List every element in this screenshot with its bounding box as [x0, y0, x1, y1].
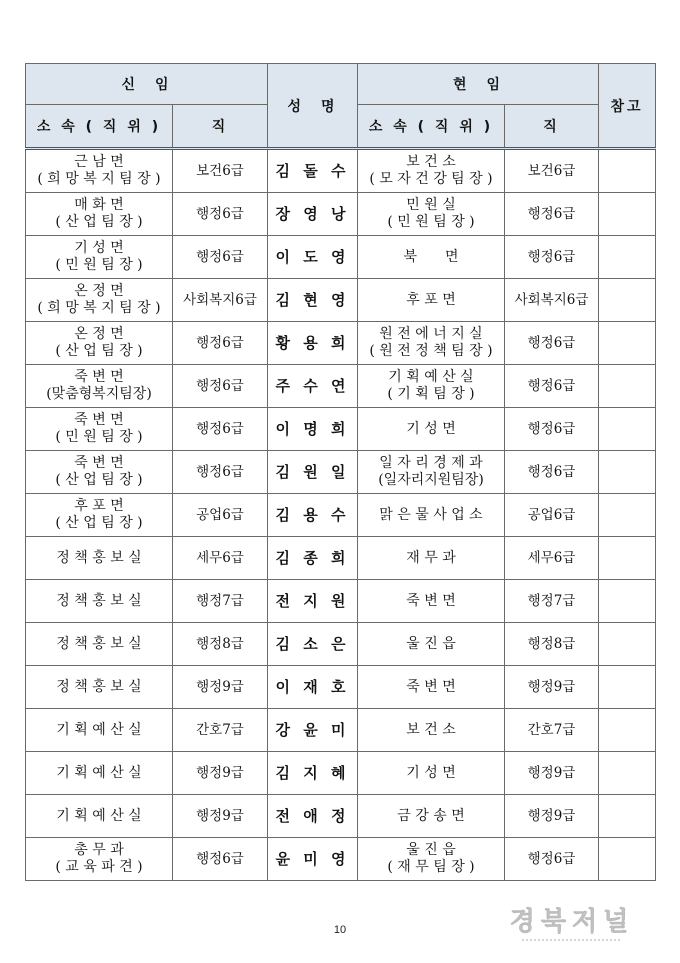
employee-name: 이 도 영 [268, 236, 358, 279]
table-row [26, 795, 656, 838]
new-position: ( 산 업 팀 장 ) [55, 472, 143, 488]
new-rank-cell: 행정6급 [173, 408, 268, 451]
employee-name: 윤 미 영 [268, 838, 358, 881]
new-department: 기 획 예 산 실 [56, 764, 142, 781]
current-affiliation-cell [358, 149, 505, 193]
current-rank-cell: 행정8급 [505, 623, 599, 666]
header-remarks: 참고 [599, 64, 656, 149]
header-new-affiliation: 소 속 ( 직 위 ) [26, 105, 173, 149]
new-position: ( 희 망 복 지 팀 장 ) [37, 300, 161, 316]
new-affiliation-cell [26, 494, 173, 537]
table-row [26, 666, 656, 709]
remarks-cell [599, 365, 656, 408]
current-position: ( 민 원 팀 장 ) [387, 214, 475, 230]
new-rank-cell: 행정9급 [173, 666, 268, 709]
employee-name: 주 수 연 [268, 365, 358, 408]
new-rank-cell: 행정7급 [173, 580, 268, 623]
employee-name: 김 원 일 [268, 451, 358, 494]
employee-name: 전 지 원 [268, 580, 358, 623]
table-row [26, 623, 656, 666]
table-row [26, 537, 656, 580]
employee-name: 김 소 은 [268, 623, 358, 666]
new-position: ( 산 업 팀 장 ) [55, 214, 143, 230]
current-department: 일 자 리 경 제 과 [379, 455, 483, 471]
current-rank-cell: 행정9급 [505, 752, 599, 795]
current-department: 재 무 과 [406, 549, 456, 566]
employee-name: 황 용 희 [268, 322, 358, 365]
current-affiliation-cell [358, 322, 505, 365]
new-department: 죽 변 면 [74, 369, 124, 385]
current-affiliation-cell [358, 537, 505, 580]
new-rank-cell: 행정9급 [173, 752, 268, 795]
remarks-cell [599, 408, 656, 451]
new-department: 정 책 홍 보 실 [56, 549, 142, 566]
new-affiliation-cell [26, 838, 173, 881]
new-department: 후 포 면 [74, 498, 124, 514]
current-position: ( 기 획 팀 장 ) [387, 386, 475, 402]
current-department: 기 획 예 산 실 [388, 369, 474, 385]
current-affiliation-cell [358, 795, 505, 838]
employee-name: 장 영 낭 [268, 193, 358, 236]
current-department: 맑 은 물 사 업 소 [379, 506, 483, 523]
new-rank-cell: 간호7급 [173, 709, 268, 752]
current-department: 금 강 송 면 [397, 807, 465, 824]
current-affiliation-cell [358, 623, 505, 666]
current-department: 울 진 읍 [406, 635, 456, 652]
table-row [26, 838, 656, 881]
new-affiliation-cell [26, 365, 173, 408]
remarks-cell [599, 193, 656, 236]
current-affiliation-cell [358, 236, 505, 279]
remarks-cell [599, 322, 656, 365]
new-department: 근 남 면 [74, 154, 124, 170]
new-affiliation-cell [26, 752, 173, 795]
new-rank-cell: 행정6급 [173, 236, 268, 279]
new-department: 온 정 면 [74, 283, 124, 299]
page-number: 10 [333, 924, 347, 936]
remarks-cell [599, 494, 656, 537]
current-affiliation-cell [358, 193, 505, 236]
table-row [26, 494, 656, 537]
current-rank-cell: 행정6급 [505, 193, 599, 236]
current-rank-cell: 행정6급 [505, 236, 599, 279]
remarks-cell [599, 666, 656, 709]
current-position: ( 원 전 정 책 팀 장 ) [369, 343, 493, 359]
remarks-cell [599, 236, 656, 279]
new-affiliation-cell [26, 149, 173, 193]
current-affiliation-cell [358, 408, 505, 451]
header-current-post: 현 임 [358, 64, 599, 105]
current-department: 북 면 [403, 248, 459, 265]
current-department: 울 진 읍 [406, 842, 456, 858]
new-rank-cell: 행정8급 [173, 623, 268, 666]
new-affiliation-cell [26, 279, 173, 322]
header-name: 성 명 [268, 64, 358, 149]
current-department: 죽 변 면 [406, 678, 456, 695]
current-department: 후 포 면 [406, 291, 456, 308]
current-affiliation-cell [358, 279, 505, 322]
current-rank-cell: 사회복지6급 [505, 279, 599, 322]
employee-name: 전 애 정 [268, 795, 358, 838]
new-rank-cell: 행정6급 [173, 451, 268, 494]
current-rank-cell: 행정7급 [505, 580, 599, 623]
new-affiliation-cell [26, 236, 173, 279]
personnel-transfer-table [25, 63, 656, 881]
current-department: 기 성 면 [406, 420, 456, 437]
new-position: ( 민 원 팀 장 ) [55, 429, 143, 445]
current-rank-cell: 보건6급 [505, 149, 599, 193]
current-rank-cell: 행정6급 [505, 838, 599, 881]
header-new-rank: 직 [173, 105, 268, 149]
current-rank-cell: 간호7급 [505, 709, 599, 752]
table-body [26, 149, 656, 881]
new-position: (맞춤형복지팀장) [46, 386, 152, 402]
current-rank-cell: 행정6급 [505, 322, 599, 365]
watermark-logo [492, 900, 652, 950]
table-row [26, 279, 656, 322]
new-affiliation-cell [26, 537, 173, 580]
new-position: ( 산 업 팀 장 ) [55, 343, 143, 359]
header-new-post: 신 임 [26, 64, 268, 105]
new-affiliation-cell [26, 666, 173, 709]
new-department: 정 책 홍 보 실 [56, 635, 142, 652]
employee-name: 김 돌 수 [268, 149, 358, 193]
table-row [26, 752, 656, 795]
current-rank-cell: 세무6급 [505, 537, 599, 580]
new-rank-cell: 행정6급 [173, 365, 268, 408]
employee-name: 김 현 영 [268, 279, 358, 322]
current-rank-cell: 행정6급 [505, 365, 599, 408]
current-department: 민 원 실 [406, 197, 456, 213]
current-position: ( 재 무 팀 장 ) [387, 859, 475, 875]
new-affiliation-cell [26, 623, 173, 666]
current-affiliation-cell [358, 666, 505, 709]
employee-name: 김 종 희 [268, 537, 358, 580]
new-affiliation-cell [26, 451, 173, 494]
table-row [26, 322, 656, 365]
table-row [26, 709, 656, 752]
new-position: ( 희 망 복 지 팀 장 ) [37, 171, 161, 187]
remarks-cell [599, 451, 656, 494]
remarks-cell [599, 709, 656, 752]
table-row [26, 236, 656, 279]
new-rank-cell: 공업6급 [173, 494, 268, 537]
current-position: ( 모 자 건 강 팀 장 ) [369, 171, 493, 187]
new-department: 총 무 과 [74, 842, 124, 858]
new-department: 정 책 홍 보 실 [56, 678, 142, 695]
table-row [26, 451, 656, 494]
new-position: ( 교 육 파 견 ) [55, 859, 143, 875]
new-rank-cell: 보건6급 [173, 149, 268, 193]
current-department: 기 성 면 [406, 764, 456, 781]
current-affiliation-cell [358, 709, 505, 752]
new-affiliation-cell [26, 322, 173, 365]
current-position: (일자리지원팀장) [378, 472, 484, 488]
new-rank-cell: 행정6급 [173, 322, 268, 365]
remarks-cell [599, 537, 656, 580]
remarks-cell [599, 795, 656, 838]
table-row [26, 365, 656, 408]
remarks-cell [599, 580, 656, 623]
current-rank-cell: 행정9급 [505, 666, 599, 709]
new-department: 정 책 홍 보 실 [56, 592, 142, 609]
remarks-cell [599, 623, 656, 666]
table-row [26, 193, 656, 236]
new-position: ( 산 업 팀 장 ) [55, 515, 143, 531]
current-department: 보 건 소 [406, 154, 456, 170]
remarks-cell [599, 149, 656, 193]
current-affiliation-cell [358, 838, 505, 881]
new-rank-cell: 사회복지6급 [173, 279, 268, 322]
current-affiliation-cell [358, 494, 505, 537]
current-rank-cell: 행정9급 [505, 795, 599, 838]
employee-name: 김 용 수 [268, 494, 358, 537]
new-affiliation-cell [26, 795, 173, 838]
header-current-rank: 직 [505, 105, 599, 149]
remarks-cell [599, 279, 656, 322]
current-affiliation-cell [358, 580, 505, 623]
table-row [26, 408, 656, 451]
new-department: 기 획 예 산 실 [56, 721, 142, 738]
current-department: 원 전 에 너 지 실 [379, 326, 483, 342]
new-department: 매 화 면 [74, 197, 124, 213]
new-department: 죽 변 면 [74, 412, 124, 428]
new-affiliation-cell [26, 580, 173, 623]
watermark-logo-graphic [492, 900, 652, 950]
employee-name: 이 재 호 [268, 666, 358, 709]
current-department: 보 건 소 [406, 721, 456, 738]
new-rank-cell: 행정9급 [173, 795, 268, 838]
new-department: 기 획 예 산 실 [56, 807, 142, 824]
new-affiliation-cell [26, 193, 173, 236]
new-affiliation-cell [26, 709, 173, 752]
new-rank-cell: 행정6급 [173, 838, 268, 881]
employee-name: 강 윤 미 [268, 709, 358, 752]
new-rank-cell: 행정6급 [173, 193, 268, 236]
new-department: 기 성 면 [74, 240, 124, 256]
new-department: 온 정 면 [74, 326, 124, 342]
watermark-logo-text: 경북저널 [509, 907, 635, 937]
new-department: 죽 변 면 [74, 455, 124, 471]
remarks-cell [599, 838, 656, 881]
current-rank-cell: 공업6급 [505, 494, 599, 537]
new-rank-cell: 세무6급 [173, 537, 268, 580]
new-affiliation-cell [26, 408, 173, 451]
new-position: ( 민 원 팀 장 ) [55, 257, 143, 273]
employee-name: 김 지 혜 [268, 752, 358, 795]
employee-name: 이 명 희 [268, 408, 358, 451]
current-affiliation-cell [358, 451, 505, 494]
remarks-cell [599, 752, 656, 795]
table-row [26, 580, 656, 623]
current-affiliation-cell [358, 365, 505, 408]
header-current-affiliation: 소 속 ( 직 위 ) [358, 105, 505, 149]
current-rank-cell: 행정6급 [505, 408, 599, 451]
personnel-transfer-table-container [25, 63, 655, 881]
current-department: 죽 변 면 [406, 592, 456, 609]
current-affiliation-cell [358, 752, 505, 795]
current-rank-cell: 행정6급 [505, 451, 599, 494]
table-row [26, 149, 656, 193]
